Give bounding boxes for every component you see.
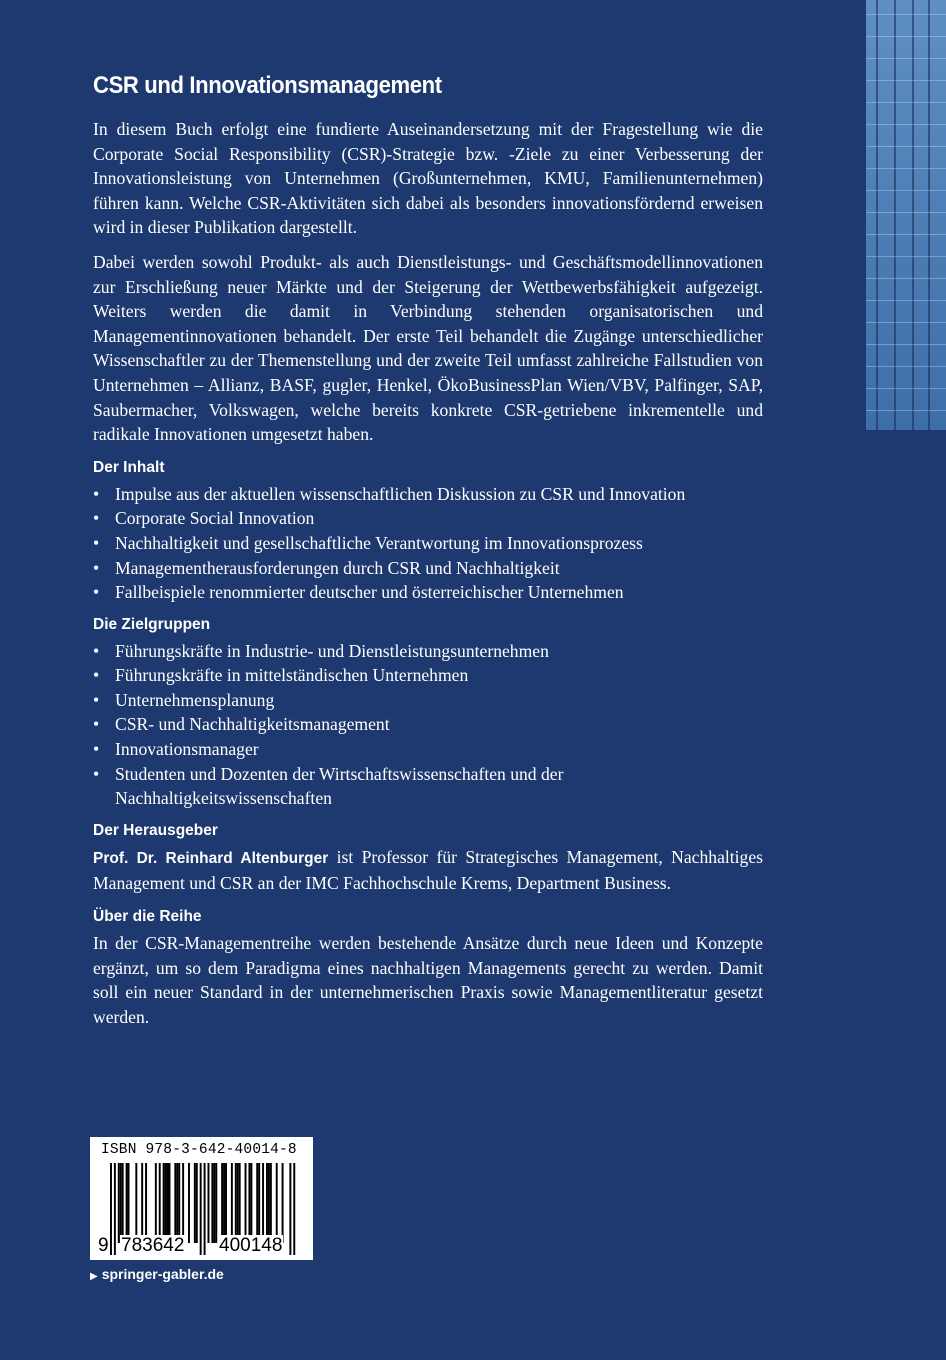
herausgeber-paragraph [93,845,763,896]
barcode-bar [176,1163,178,1243]
barcode-bar [268,1163,270,1243]
barcode-bar [276,1163,278,1243]
facade-transom [866,234,946,235]
ean-first-digit: 9 [98,1235,109,1256]
cover-text [93,72,763,1039]
barcode-bar [213,1163,215,1243]
facade-transom [866,168,946,169]
list-item: • Corporate Social Innovation [93,506,763,531]
facade-transom [866,102,946,103]
facade-transom [866,344,946,345]
list-item: • Nachhaltigkeit und gesellschaftliche Verantwortung im Innovationsprozess [93,531,763,556]
barcode-bar [293,1163,295,1255]
ean-right-group: 400148 [219,1235,283,1256]
facade-transom [866,410,946,411]
inhalt-heading: Der Inhalt [93,458,165,476]
intro-paragraph: In diesem Buch erfolgt eine fundierte Auseinandersetzung mit der Fragestellung wie die Corporate Social Responsibility (CSR)-Strategie bzw. -Ziele zu einer Verbesserung der Innovationsleistung von Unternehmen (Großunternehmen, KMU, Familienunternehmen) führen kann. Welche CSR-Aktivitäten sich dabei als besonders innovationsfördernd erweisen wird in dieser Publikation dargestellt. [93,119,763,238]
barcode-bar [178,1163,180,1243]
barcode-bar [225,1163,227,1243]
facade-transom [866,36,946,37]
reihe-paragraph: In der CSR-Managementreihe werden bestehende Ansätze durch neue Ideen und Konzepte ergänzt, um so dem Paradigma eines nachhaltigen Managements gerecht zu werden. Damit soll ein neuer Standard in der unternehmerischen Praxis sowie Managementliteratur gesetzt werden. [93,933,763,1027]
barcode-bar [126,1163,128,1243]
list-item: • Innovationsmanager [93,737,763,762]
barcode-bar [262,1163,264,1243]
barcode-bar [211,1163,213,1243]
barcode-bar [270,1163,272,1243]
facade-transom [866,366,946,367]
barcode-bar [122,1163,124,1243]
facade-transom [866,14,946,15]
bullet-icon: • [93,582,100,603]
barcode-bar [135,1163,137,1243]
list-item: • Führungskräfte in mittelständischen Unternehmen [93,663,763,688]
barcode-bar [208,1163,210,1243]
author-bio: ist Professor für Strategisches Management, Nachhaltiges Management und CSR an der IMC Fachhochschule Krems, Department Business. [93,846,764,894]
bullet-icon: • [93,665,100,686]
barcode-bar [182,1163,184,1243]
list-item: • Führungskräfte in Industrie- und Dienstleistungsunternehmen [93,639,763,664]
barcode-bar [196,1163,198,1243]
bullet-icon: • [93,557,100,578]
barcode-bar [141,1163,143,1243]
facade-transom [866,256,946,257]
bullet-icon: • [93,483,100,504]
herausgeber-heading: Der Herausgeber [93,821,218,839]
barcode-bar [155,1163,157,1243]
barcode-bar [258,1163,260,1243]
facade-transom [866,212,946,213]
barcode-bar [174,1163,176,1243]
barcode-bar [194,1163,196,1243]
author-name: Prof. Dr. Reinhard Altenburger [93,849,329,867]
facade-transom [866,146,946,147]
barcode-bar [245,1163,247,1243]
list-item: • Impulse aus der aktuellen wissenschaftlichen Diskussion zu CSR und Innovation [93,482,763,507]
barcode-bar [282,1163,284,1243]
bullet-icon: • [93,763,100,784]
facade-transom [866,388,946,389]
barcode-bar [167,1163,169,1243]
list-item: • CSR- und Nachhaltigkeitsmanagement [93,712,763,737]
facade-transom [866,80,946,81]
zielgruppen-list [93,639,763,811]
barcode-bar [239,1163,241,1243]
barcode-bar [163,1163,165,1243]
website-url: springer-gabler.de [101,1266,224,1282]
isbn-barcode [90,1137,313,1260]
building-photo [866,0,946,430]
publisher-link[interactable] [90,1266,224,1282]
facade-transom [866,190,946,191]
bullet-icon: • [93,739,100,760]
barcode-bar [237,1163,239,1243]
list-item: • Managementherausforderungen durch CSR und Nachhaltigkeit [93,556,763,581]
barcode-bar [159,1163,161,1243]
barcode-bar [114,1163,116,1255]
barcode-bar [118,1163,120,1243]
barcode-bar [110,1163,112,1255]
zielgruppen-heading: Die Zielgruppen [93,615,211,633]
bullet-icon: • [93,508,100,529]
barcode-bar [128,1163,130,1243]
facade-transom [866,278,946,279]
bullet-icon: • [93,532,100,553]
isbn-label: ISBN 978-3-642-40014-8 [101,1142,297,1158]
barcode-bar [145,1163,147,1243]
barcode-bar [256,1163,258,1243]
book-title: CSR und Innovationsmanagement [93,72,442,99]
barcode-bar [266,1163,268,1243]
list-item: • Fallbeispiele renommierter deutscher und österreichischer Unternehmen [93,580,763,605]
facade-transom [866,300,946,301]
list-item: • Studenten und Dozenten der Wirtschaftswissenschaften und der Nachhaltigkeitswissenschaften [93,763,564,809]
barcode-bar [248,1163,250,1243]
barcode-bar [223,1163,225,1243]
facade-transom [866,322,946,323]
ean-left-group: 783642 [121,1235,185,1256]
barcode-bar [200,1163,202,1255]
barcode-bar [231,1163,233,1243]
facade-transom [866,58,946,59]
inhalt-list [93,482,763,605]
bullet-icon: • [93,714,100,735]
facade-transom [866,124,946,125]
bullet-icon: • [93,689,100,710]
description-paragraph: Dabei werden sowohl Produkt- als auch Dienstleistungs- und Geschäftsmodellinnovationen zur Erschließung neuer Märkte und der Steigerung der Wettbewerbsfähigkeit aufgezeigt. Weiters werden die damit in Verbindung stehenden organisatorischen und Managementinnovationen behandelt. Der erste Teil behandelt die Zugänge unterschiedlicher Wissenschaftler zu der Themenstellung und der zweite Teil umfasst zahlreiche Fallstudien von Unternehmen – Allianz, BASF, gugler, Henkel, ÖkoBusinessPlan Wien/VBV, Palfinger, SAP, Saubermacher, Volkswagen, welche bereits konkrete CSR-getriebene inkrementelle und radikale Innovationen umgesetzt haben. [93,251,763,445]
barcode-bar [204,1163,206,1255]
list-item: • Unternehmensplanung [93,688,763,713]
barcode-bar [221,1163,223,1243]
barcode-bar [235,1163,237,1243]
barcode-bar [188,1163,190,1243]
barcode-bar [289,1163,291,1255]
barcode-bar [250,1163,252,1243]
barcode-bar [169,1163,171,1243]
bullet-icon: • [93,640,100,661]
reihe-heading: Über die Reihe [93,908,202,926]
barcode-bar [165,1163,167,1243]
barcode-bar [120,1163,122,1243]
barcode-bar [215,1163,217,1243]
arrow-icon: ▶ [90,1271,98,1282]
